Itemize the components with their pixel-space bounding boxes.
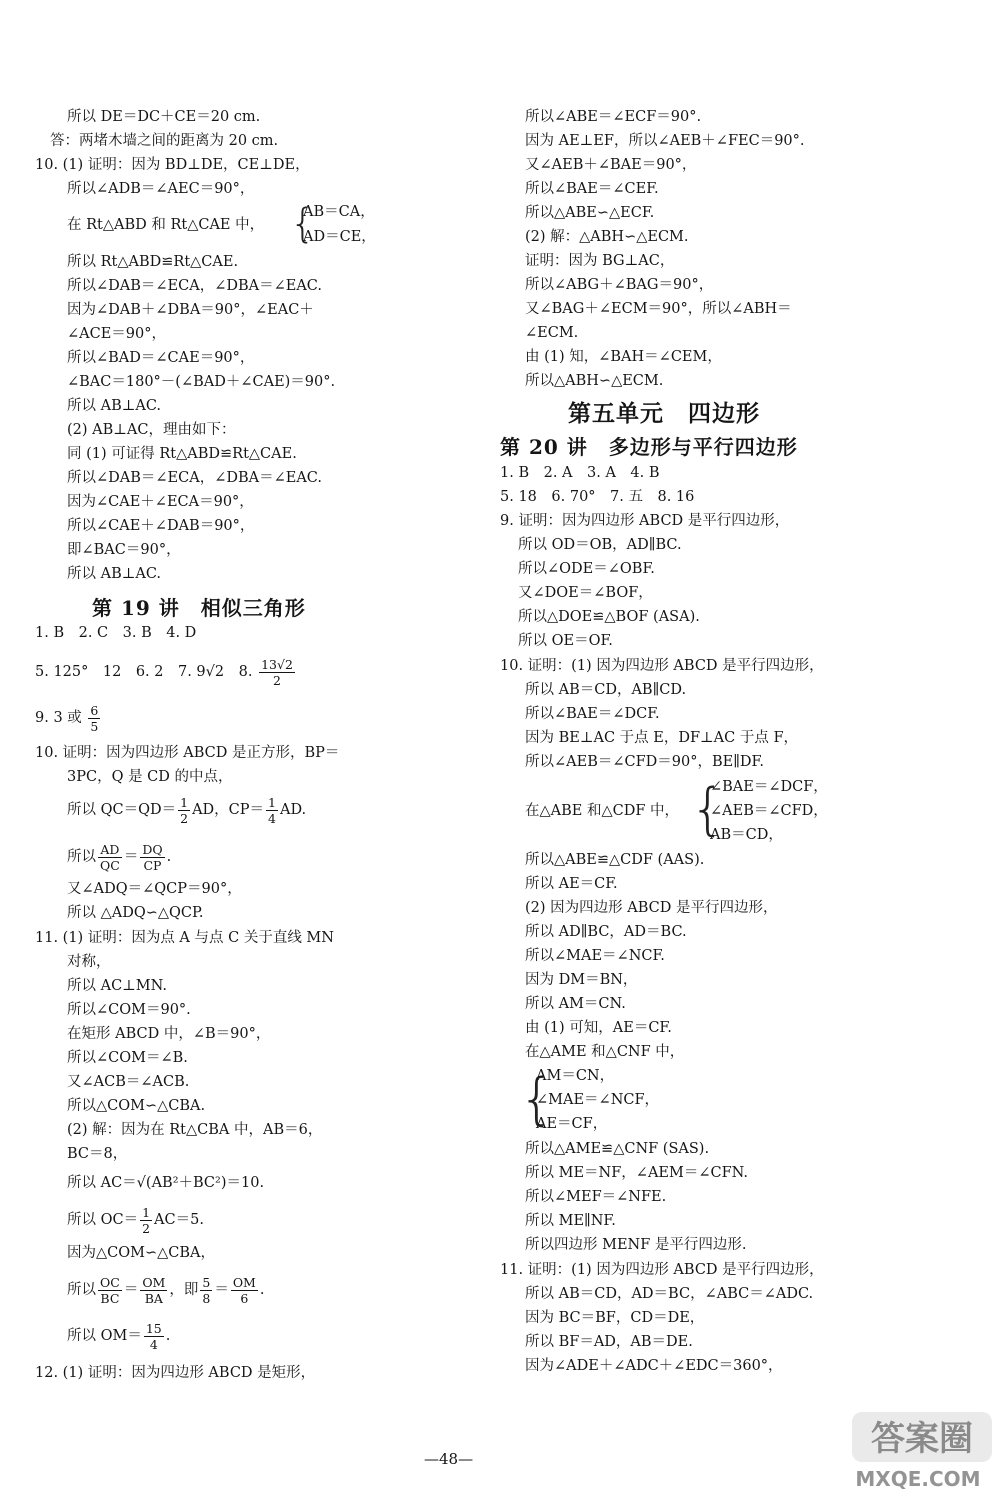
- text-line: 所以 OM＝ $\frac{15}{4}$ .: [67, 1320, 171, 1352]
- fraction: $\frac{AD}{QC}$: [100, 841, 120, 873]
- text-line: AE＝CF，: [536, 1116, 608, 1132]
- unit-heading: 第五单元 四边形: [568, 400, 760, 427]
- text-line: (2) AB⊥AC，理由如下：: [67, 422, 236, 438]
- text-line: 所以 AB⊥AC.: [67, 398, 162, 414]
- text-line: 所以 OD＝OB，AD∥BC.: [518, 537, 682, 553]
- text-line: 所以∠COM＝90°.: [67, 1002, 191, 1018]
- text-line: 又∠ACB＝∠ACB.: [67, 1074, 190, 1090]
- text-line: 所以 AB⊥AC.: [67, 566, 162, 582]
- text-line: 12. (1) 证明：因为四边形 ABCD 是矩形，: [35, 1365, 316, 1381]
- text-line: ∠ACE＝90°，: [67, 326, 167, 342]
- text-line: 因为 BC＝BF，CD＝DE，: [525, 1310, 705, 1326]
- text-line: 又∠AEB＋∠BAE＝90°，: [525, 157, 697, 173]
- text-line: 所以∠COM＝∠B.: [67, 1050, 188, 1066]
- text-line: 11. 证明：(1) 因为四边形 ABCD 是平行四边形，: [500, 1262, 824, 1278]
- text-line: 所以∠DAB＝∠ECA，∠DBA＝∠EAC.: [67, 470, 322, 486]
- text-line: 所以∠MAE＝∠NCF.: [525, 948, 665, 964]
- text-line: 所以 AE＝CF.: [525, 876, 618, 892]
- text-line: 10. 证明：(1) 因为四边形 ABCD 是平行四边形，: [500, 658, 824, 674]
- text-line: 在△AME 和△CNF 中，: [525, 1044, 685, 1060]
- text-line: 因为△COM∽△CBA，: [67, 1245, 216, 1261]
- text-line: 因为 AE⊥EF，所以∠AEB＋∠FEC＝90°.: [525, 133, 805, 149]
- text-line: ∠ECM.: [525, 325, 579, 341]
- fraction: $\frac{5}{8}$: [202, 1274, 211, 1306]
- page-number: —48—: [424, 1450, 474, 1468]
- text-line: (2) 解：因为在 Rt△CBA 中，AB＝6，: [67, 1122, 323, 1138]
- text-line: 由 (1) 可知，AE＝CF.: [525, 1020, 672, 1036]
- text-line: 所以△COM∽△CBA.: [67, 1098, 206, 1114]
- text-line: 所以∠AEB＝∠CFD＝90°，BE∥DF.: [525, 754, 764, 770]
- text-line: 答：两堵木墙之间的距离为 20 cm.: [50, 133, 279, 149]
- text-line: 因为∠ADE＋∠ADC＋∠EDC＝360°，: [525, 1358, 783, 1374]
- fraction: $\frac{1}{2}$: [180, 794, 189, 826]
- text-line: 所以 QC＝QD＝ $\frac{1}{2}$ AD，CP＝ $\frac{1}{4}$ AD.: [67, 794, 307, 826]
- text-line: 因为 DM＝BN，: [525, 972, 638, 988]
- text-line: 因为∠CAE＋∠ECA＝90°，: [67, 494, 254, 510]
- brace-symbol: {: [690, 777, 726, 842]
- text-line: 所以四边形 MENF 是平行四边形.: [525, 1237, 747, 1253]
- text-line: 即∠BAC＝90°，: [67, 542, 181, 558]
- text-line: 10. (1) 证明：因为 BD⊥DE，CE⊥DE，: [35, 157, 310, 173]
- answer-line: 1. B 2. A 3. A 4. B: [500, 465, 660, 481]
- text-line: 在矩形 ABCD 中，∠B＝90°，: [67, 1026, 271, 1042]
- text-line: 3PC，Q 是 CD 的中点，: [67, 769, 233, 785]
- text-line: 所以∠CAE＋∠DAB＝90°，: [67, 518, 255, 534]
- svg-text:答案圈: 答案圈: [871, 1419, 973, 1459]
- fraction: $\frac{DQ}{CP}$: [142, 841, 163, 873]
- text-line: 因为 BE⊥AC 于点 E，DF⊥AC 于点 F，: [525, 730, 799, 746]
- svg-text:MXQE.COM: MXQE.COM: [855, 1467, 981, 1491]
- fraction: $\frac{1}{2}$: [142, 1204, 151, 1236]
- text-line: 所以 OC＝ $\frac{1}{2}$ AC＝5.: [67, 1204, 204, 1236]
- text-line: 由 (1) 知，∠BAH＝∠CEM，: [525, 349, 722, 365]
- text-line: 所以 AM＝CN.: [525, 996, 626, 1012]
- text-line: ∠MAE＝∠NCF，: [536, 1092, 660, 1108]
- text-line: 所以∠BAE＝∠CEF.: [525, 181, 659, 197]
- text-line: 9. 证明：因为四边形 ABCD 是平行四边形，: [500, 513, 790, 529]
- text-line: (2) 因为四边形 ABCD 是平行四边形，: [525, 900, 778, 916]
- lecture-heading: 第 19 讲 相似三角形: [92, 596, 306, 620]
- text-line: 所以∠ABE＝∠ECF＝90°.: [525, 109, 702, 125]
- lecture-heading: 第 20 讲 多边形与平行四边形: [500, 435, 798, 459]
- text-line: 同 (1) 可证得 Rt△ABD≌Rt△CAE.: [67, 446, 297, 462]
- text-line: 在 Rt△ABD 和 Rt△CAE 中，: [67, 217, 265, 233]
- text-line: 在△ABE 和△CDF 中，: [525, 803, 680, 819]
- text-line: 所以 BF＝AD，AB＝DE.: [525, 1334, 693, 1350]
- text-line: 所以∠BAD＝∠CAE＝90°，: [67, 350, 255, 366]
- text-line: 所以 DE＝DC＋CE＝20 cm.: [67, 109, 261, 125]
- text-line: 所以∠ODE＝∠OBF.: [518, 561, 655, 577]
- fraction: $\frac{OM}{6}$: [232, 1274, 256, 1306]
- text-line: 又∠ADQ＝∠QCP＝90°，: [67, 881, 242, 897]
- text-line: 所以△AME≌△CNF (SAS).: [525, 1141, 710, 1157]
- text-line: 11. (1) 证明：因为点 A 与点 C 关于直线 MN: [35, 930, 334, 946]
- text-line: 因为∠DAB＋∠DBA＝90°，∠EAC＋: [67, 302, 314, 318]
- text-line: AM＝CN，: [536, 1068, 615, 1084]
- text-line: 所以 AB＝CD，AB∥CD.: [525, 682, 687, 698]
- brace-symbol: {: [519, 1067, 555, 1132]
- text-line: 所以△ABE∽△ECF.: [525, 205, 655, 221]
- text-line: 所以∠MEF＝∠NFE.: [525, 1189, 667, 1205]
- text-line: 对称，: [67, 954, 111, 970]
- answer-line: 1. B 2. C 3. B 4. D: [35, 625, 197, 641]
- text-line: 10. 证明：因为四边形 ABCD 是正方形，BP＝: [35, 745, 340, 761]
- brace-symbol: {: [290, 201, 316, 247]
- text-line: 所以 ME∥NF.: [525, 1213, 616, 1229]
- text-line: BC＝8，: [67, 1146, 128, 1162]
- text-line: AB＝CA，: [303, 204, 375, 220]
- fraction: $\frac{OM}{BA}$: [142, 1274, 166, 1306]
- text-line: 又∠BAG＋∠ECM＝90°，所以∠ABH＝: [525, 301, 792, 317]
- fraction: $\frac{6}{5}$: [90, 702, 99, 734]
- text-line: ∠BAC＝180°－(∠BAD＋∠CAE)＝90°.: [67, 374, 336, 390]
- text-line: (2) 解：△ABH∽△ECM.: [525, 229, 689, 245]
- text-line: AD＝CE，: [303, 229, 376, 245]
- text-line: 所以 AC＝√(AB²＋BC²)＝10.: [67, 1175, 265, 1191]
- answer-line: 5. 125° 12 6. 2 7. 9√2 8. $\frac{13√2}{2}$: [35, 656, 293, 688]
- text-line: 又∠DOE＝∠BOF，: [518, 585, 653, 601]
- text-line: ∠BAE＝∠DCF，: [710, 779, 828, 795]
- text-line: 所以 Rt△ABD≌Rt△CAE.: [67, 254, 239, 270]
- text-line: AB＝CD，: [710, 827, 783, 843]
- answer-line: 5. 18 6. 70° 7. 五 8. 16: [500, 489, 695, 505]
- text-line: 所以 △ADQ∽△QCP.: [67, 905, 204, 921]
- text-line: 所以∠ABG＋∠BAG＝90°，: [525, 277, 714, 293]
- text-line: 所以∠DAB＝∠ECA，∠DBA＝∠EAC.: [67, 278, 322, 294]
- answer-line: 9. 3 或 $\frac{6}{5}$: [35, 702, 99, 734]
- text-line: 所以 OE＝OF.: [518, 633, 613, 649]
- text-line: 证明：因为 BG⊥AC，: [525, 253, 675, 269]
- fraction: $\frac{OC}{BC}$: [100, 1274, 120, 1306]
- text-line: 所以△ABE≌△CDF (AAS).: [525, 852, 705, 868]
- text-line: 所以 $\frac{OC}{BC}$ ＝ $\frac{OM}{BA}$ ，即 $\frac{5}{8}$ ＝ $\frac{OM}{6}$ .: [67, 1274, 265, 1306]
- fraction: $\frac{15}{4}$: [145, 1320, 162, 1352]
- text-line: 所以 $\frac{AD}{QC}$ ＝ $\frac{DQ}{CP}$ .: [67, 841, 172, 873]
- text-line: 所以△ABH∽△ECM.: [525, 373, 664, 389]
- text-line: 所以 AC⊥MN.: [67, 978, 168, 994]
- text-line: 所以∠ADB＝∠AEC＝90°，: [67, 181, 255, 197]
- text-line: 所以∠BAE＝∠DCF.: [525, 706, 660, 722]
- fraction: $\frac{13√2}{2}$: [261, 656, 293, 688]
- text-line: 所以 AB＝CD，AD＝BC，∠ABC＝∠ADC.: [525, 1286, 814, 1302]
- fraction: $\frac{1}{4}$: [268, 794, 276, 826]
- text-line: 所以△DOE≌△BOF (ASA).: [518, 609, 700, 625]
- watermark-logo: [838, 1410, 998, 1492]
- text-line: 所以 ME＝NF，∠AEM＝∠CFN.: [525, 1165, 749, 1181]
- text-line: 所以 AD∥BC，AD＝BC.: [525, 924, 687, 940]
- text-line: ∠AEB＝∠CFD，: [710, 803, 828, 819]
